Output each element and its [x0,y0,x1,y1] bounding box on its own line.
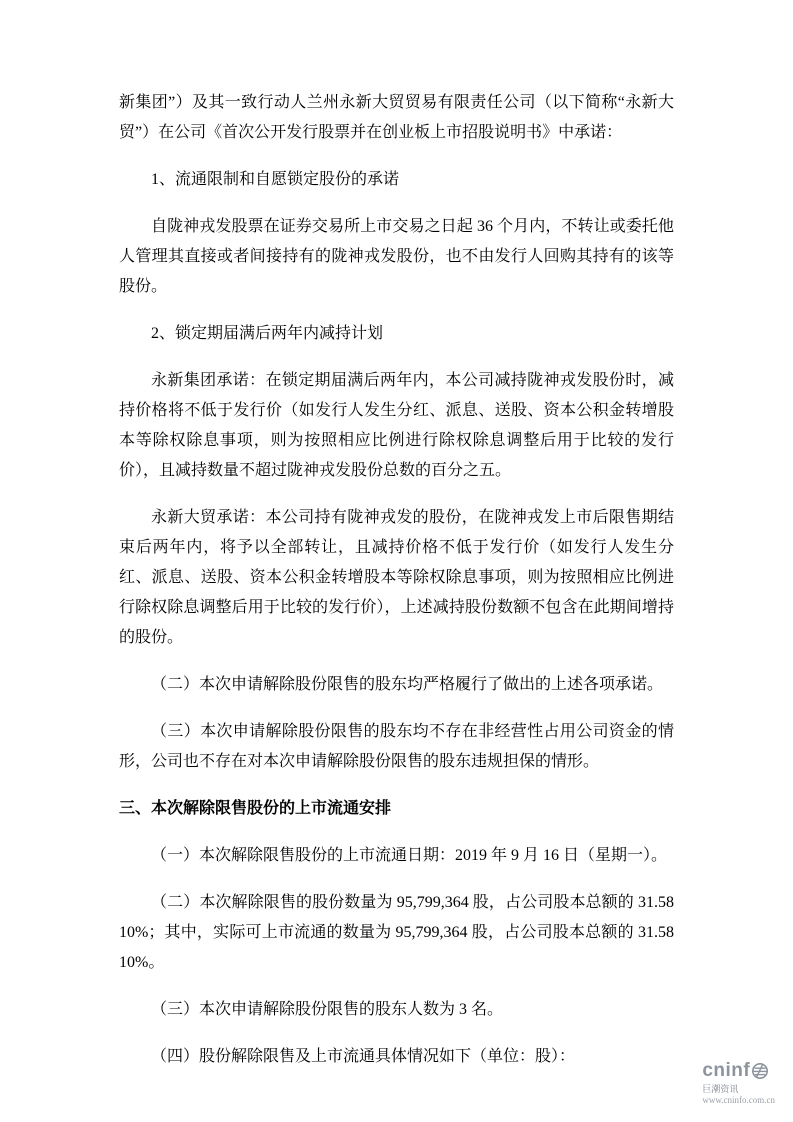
website-url: www.cninfo.com.cn [702,1095,775,1105]
paragraph-shareholder-count: （三）本次申请解除股份限售的股东人数为 3 名。 [151,1001,504,1018]
paragraph-listing-date: （一）本次解除限售股份的上市流通日期：2019 年 9 月 16 日（星期一）。 [151,847,668,864]
section-heading-three: 三、本次解除限售股份的上市流通安排 [119,800,392,817]
paragraph-yongxin-damao-commitment: 永新大贸承诺：本公司持有陇神戎发的股份，在陇神戎发上市后限售期结束后两年内，将予以全部转让，且减持价格不低于发行价（如发行人发生分红、派息、送股、资本公积金转增股本等除权除息事项，则为按照相应比例进行除权除息调整后用于比较的发行价），上述减持股份数额不包含在此期间增持的股份。 [119,509,674,646]
cninfo-logo [702,1060,775,1082]
paragraph-item-three: （三）本次申请解除股份限售的股东均不存在非经营性占用公司资金的情形，公司也不存在对本次申请解除股份限售的股东违规担保的情形。 [119,723,674,770]
paragraph-detail-intro: （四）股份解除限售及上市流通具体情况如下（单位：股）： [151,1048,576,1065]
paragraph-lockup-commitment: 自陇神戎发股票在证券交易所上市交易之日起 36 个月内，不转让或委托他人管理其直接或者间接持有的陇神戎发股份，也不由发行人回购其持有的该等股份。 [119,218,674,295]
paragraph-item-two: （二）本次申请解除股份限售的股东均严格履行了做出的上述各项承诺。 [151,676,664,693]
paragraph-yongxin-group-commitment: 永新集团承诺：在锁定期届满后两年内，本公司减持陇神戎发股份时，减持价格将不低于发行价（如发行人发生分红、派息、送股、资本公积金转增股本等除权除息事项，则为按照相应比例进行除权除息调整后用于比较的发行价），且减持数量不超过陇神戎发股份总数的百分之五。 [119,372,674,479]
cninfo-logo-text: cninf [702,1060,751,1081]
cninfo-watermark [702,1060,775,1106]
cninfo-globe-icon [751,1062,769,1080]
list-item-2: 2、锁定期届满后两年内减持计划 [151,325,384,342]
brand-name: 巨潮资讯 [702,1084,739,1094]
list-item-1: 1、流通限制和自愿锁定股份的承诺 [151,171,400,188]
document-body [119,88,674,1089]
paragraph-share-quantity: （二）本次解除限售的股份数量为 95,799,364 股，占公司股本总额的 31.5810%；其中，实际可上市流通的数量为 95,799,364 股，占公司股本总额的 31.5810%。 [119,894,674,971]
paragraph-continuation: 新集团”）及其一致行动人兰州永新大贸贸易有限责任公司（以下简称“永新大贸”）在公司《首次公开发行股票并在创业板上市招股说明书》中承诺： [119,94,674,141]
